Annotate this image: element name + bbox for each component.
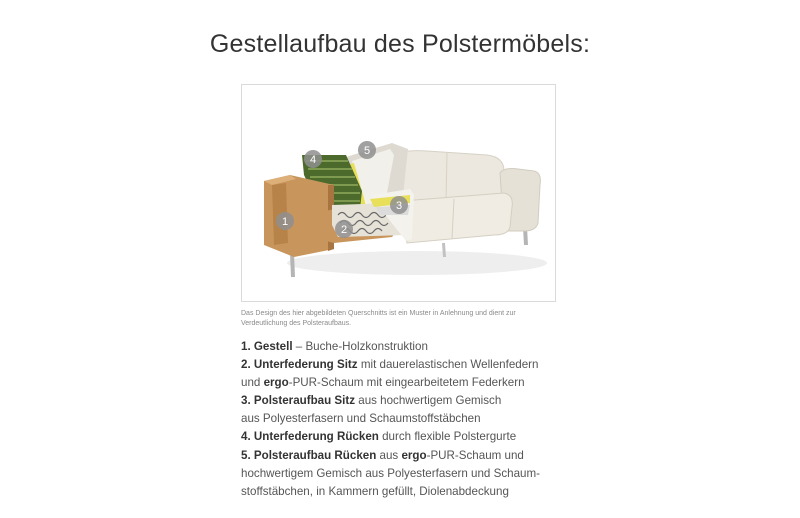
legend-line xyxy=(241,465,561,483)
legend-term: ergo xyxy=(263,376,289,390)
sofa-cross-section-figure xyxy=(241,84,556,302)
legend-line xyxy=(241,483,561,501)
legend-text: hochwertigem Gemisch aus Polyesterfasern und Schaum- xyxy=(241,466,540,480)
floor-shadow xyxy=(287,251,547,275)
construction-legend xyxy=(241,338,561,501)
callout-2 xyxy=(335,220,353,238)
page-title: Gestellaufbau des Polstermöbels: xyxy=(209,30,591,58)
legend-text: -PUR-Schaum und xyxy=(426,448,524,462)
legend-term: 2. Unterfederung Sitz xyxy=(241,358,358,372)
legend-text: aus xyxy=(376,448,402,462)
callout-4 xyxy=(304,150,322,168)
caption-line-1: Das Design des hier abgebildeten Querschnitts ist ein Muster in Anlehnung und dient zur xyxy=(241,310,516,317)
legend-text: mit dauerelastischen Wellenfedern xyxy=(357,358,539,372)
callout-3-label: 3 xyxy=(395,200,403,212)
legend-line xyxy=(241,356,561,374)
legend-text: -PUR-Schaum mit eingearbeitetem Federkern xyxy=(288,376,525,390)
legend-term: 3. Polsteraufbau Sitz xyxy=(241,394,356,408)
legend-line xyxy=(241,374,561,392)
callout-5 xyxy=(358,141,376,159)
callout-3 xyxy=(390,196,408,214)
sofa-cross-section-illustration xyxy=(242,85,556,302)
legend-line xyxy=(241,447,561,465)
callout-1-label: 1 xyxy=(281,216,289,228)
figure-caption xyxy=(241,309,556,329)
callout-1 xyxy=(276,212,294,230)
legend-term: 4. Unterfederung Rücken xyxy=(241,430,379,444)
legend-line xyxy=(241,392,561,410)
legend-term: ergo xyxy=(401,448,427,462)
legend-term: 5. Polsteraufbau Rücken xyxy=(241,448,377,462)
legend-text: durch flexible Polstergurte xyxy=(378,430,517,444)
legend-line xyxy=(241,410,561,428)
legend-text: und xyxy=(241,376,264,390)
legend-line xyxy=(241,338,561,356)
caption-line-2: Verdeutlichung des Polsteraufbaus. xyxy=(241,320,352,327)
legend-text: stoffstäbchen, in Kammern gefüllt, Diolenabdeckung xyxy=(241,484,509,498)
legend-term: 1. Gestell xyxy=(241,340,293,353)
callout-2-label: 2 xyxy=(340,224,348,236)
seat-cushion-leather xyxy=(402,193,512,243)
legend-text: aus Polyesterfasern und Schaumstoffstäbchen xyxy=(241,412,481,426)
callout-5-label: 5 xyxy=(363,145,371,157)
legend-text: – Buche-Holzkonstruktion xyxy=(292,340,428,353)
legend-text: aus hochwertigem Gemisch xyxy=(355,394,502,408)
callout-4-label: 4 xyxy=(309,154,317,166)
legend-line xyxy=(241,428,561,446)
